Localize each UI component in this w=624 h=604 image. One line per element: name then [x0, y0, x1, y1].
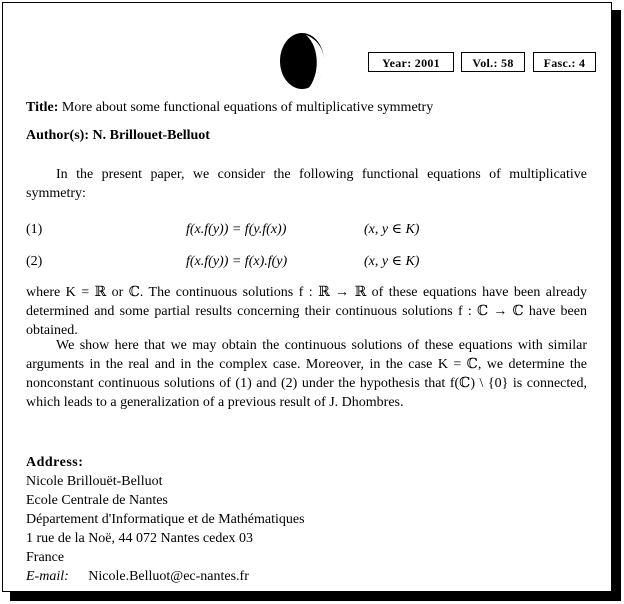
- article-title: More about some functional equations of multiplicative symmetry: [61, 100, 434, 115]
- abstract-paragraph-2: where K = ℝ or ℂ. The continuous solutions f : ℝ → ℝ of these equations have been already determined and some partial results concerning their continuous solutions f : ℂ → ℂ have been obtained.: [26, 285, 587, 338]
- author-line: [26, 128, 210, 144]
- email-address: Nicole.Belluot@ec-nantes.fr: [88, 569, 249, 584]
- frame-shadow-bottom: [10, 592, 621, 601]
- author-label: Author(s):: [26, 128, 89, 143]
- email-label: E-mail:: [26, 569, 69, 584]
- address-line: Ecole Centrale de Nantes: [26, 493, 168, 508]
- title-label: Title:: [26, 100, 59, 115]
- author-name: N. Brillouet-Belluot: [92, 128, 210, 143]
- title-line: [26, 100, 433, 116]
- equation-number: (1): [26, 222, 43, 237]
- address-line: France: [26, 550, 65, 565]
- address-line: Département d'Informatique et de Mathématiques: [26, 512, 305, 527]
- equation-number: (2): [26, 254, 43, 269]
- equation-formula: f(x.f(y)) = f(x).f(y): [186, 254, 288, 269]
- email-line: [26, 569, 249, 585]
- journal-logo-icon: [276, 31, 328, 91]
- equation-1: [26, 220, 587, 239]
- address-heading: Address:: [26, 455, 84, 470]
- address-line: 1 rue de la Noë, 44 072 Nantes cedex 03: [26, 531, 254, 546]
- equation-domain: (x, y ∈ K): [364, 254, 420, 269]
- frame-shadow-right: [612, 10, 621, 601]
- year-badge: Year: 2001: [368, 52, 454, 72]
- equation-2: [26, 252, 587, 271]
- volume-badge: Vol.: 58: [461, 52, 525, 72]
- abstract-paragraph-3: We show here that we may obtain the continuous solutions of these equations with similar arguments in the real and in the complex case. Moreover, in the case K = ℂ, we determine the nonconstant continuous solutions of (1) and (2) under the hypothesis that f(ℂ) \ {0} is connected, which leads to a generalization of a previous result of J. Dhombres.: [26, 338, 587, 410]
- fascicle-badge: Fasc.: 4: [533, 52, 596, 72]
- address-line: Nicole Brillouët-Belluot: [26, 474, 163, 489]
- equation-domain: (x, y ∈ K): [364, 222, 420, 237]
- equation-formula: f(x.f(y)) = f(y.f(x)): [186, 222, 287, 237]
- abstract-intro: In the present paper, we consider the following functional equations of multiplicative symmetry:: [26, 167, 587, 201]
